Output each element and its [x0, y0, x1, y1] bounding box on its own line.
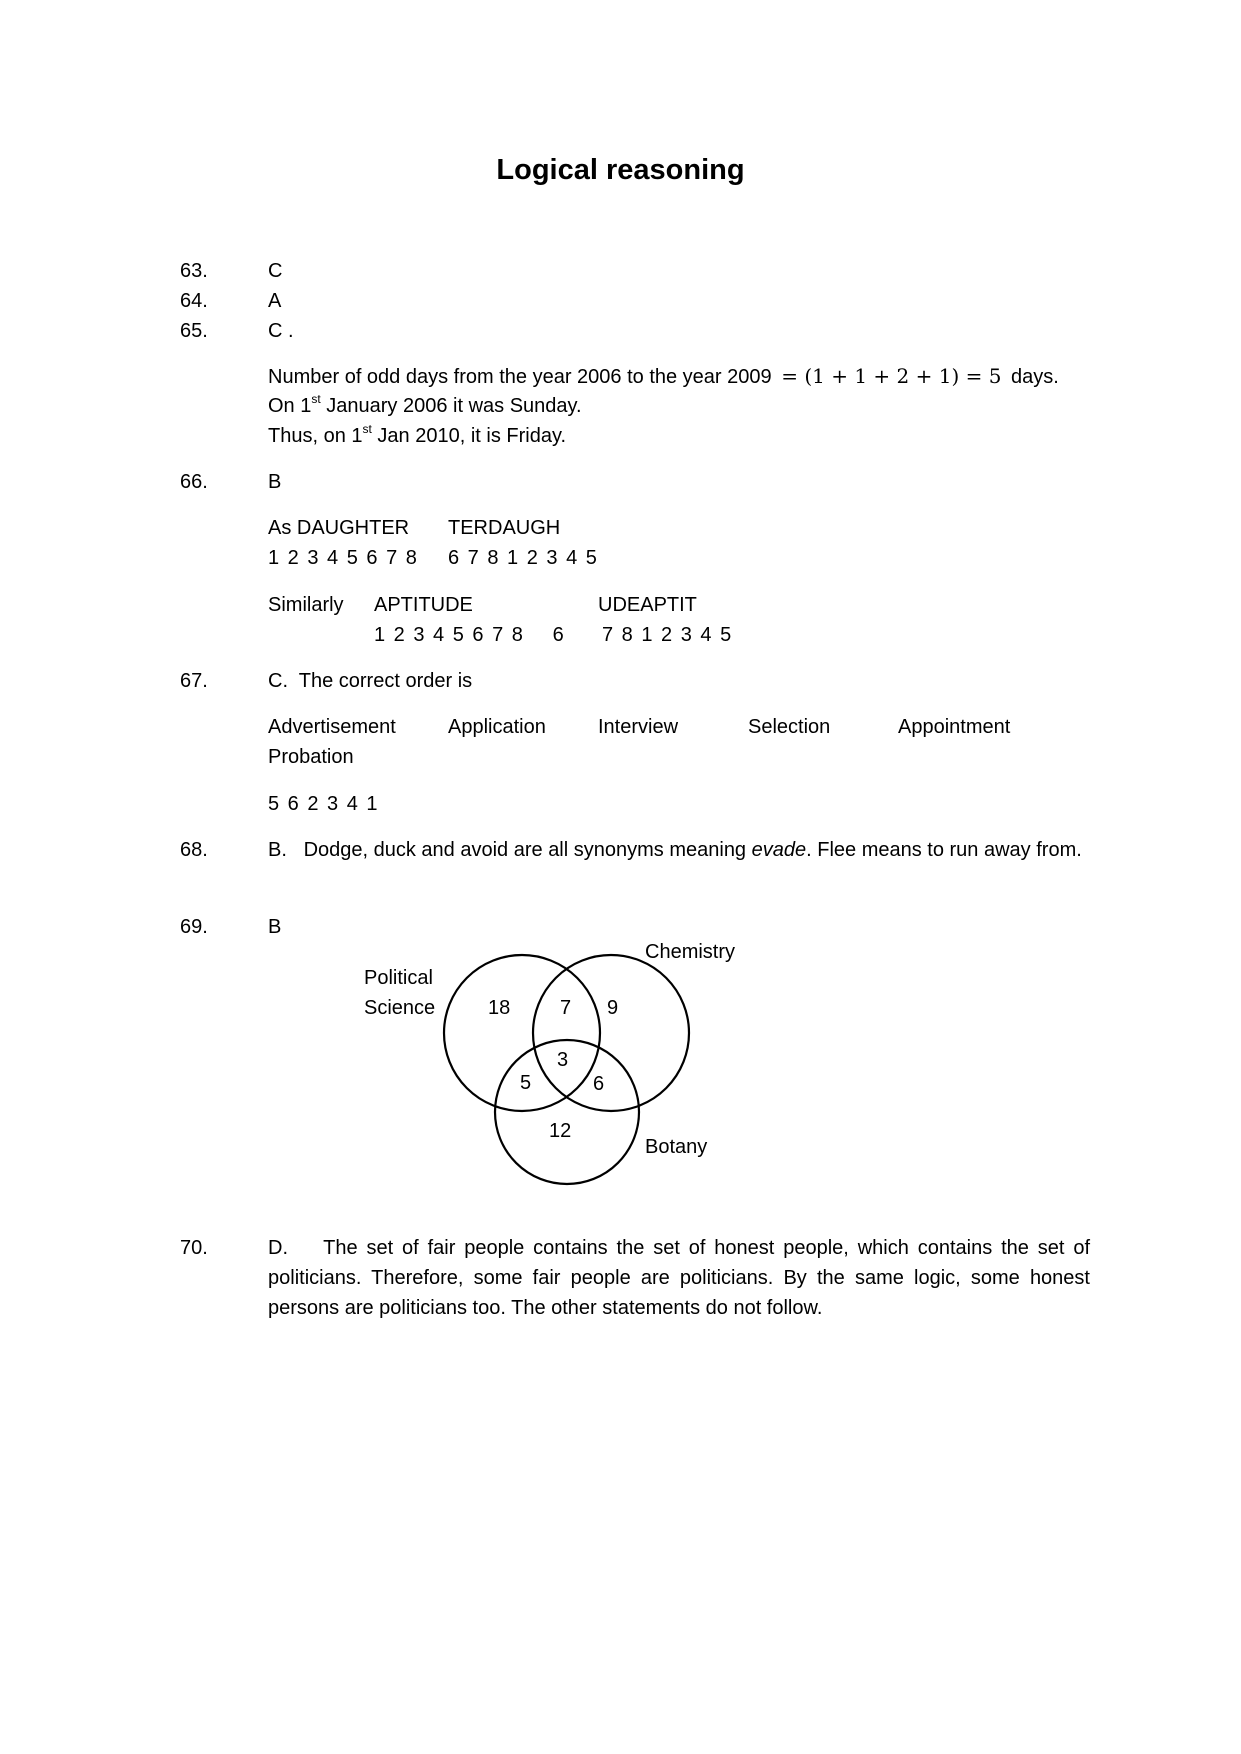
q66-as-result-digits: 6 7 8 1 2 3 4 5	[448, 547, 599, 569]
q68-text-pre: Dodge, duck and avoid are all synonyms meaning	[303, 839, 752, 861]
q65-line-3-post: Jan 2010, it is Friday.	[371, 425, 567, 447]
q70-text: The set of fair people contains the set of honest people, which contains the set of politicians. Therefore, some fair people are politicians. By the same logic, some honest persons are politicians too. The other statements do not follow.	[268, 1237, 1090, 1319]
answer-66: B	[268, 471, 282, 493]
question-number-66: 66.	[180, 471, 208, 493]
question-number-64: 64.	[180, 290, 208, 312]
q66-word-digits: 1 2 3 4 5 6 7 8 6	[374, 624, 566, 646]
answer-64: A	[268, 290, 282, 312]
q65-line-2-pre: On 1	[268, 395, 312, 417]
q66-as-digits: 1 2 3 4 5 6 7 8	[268, 547, 419, 569]
venn-region-all-three: 3	[557, 1049, 569, 1071]
q66-word: APTITUDE	[374, 594, 473, 616]
q65-line-1-tail: days.	[1011, 366, 1059, 388]
venn-label-botany: Botany	[645, 1136, 708, 1158]
venn-label-political-line-2: Science	[364, 997, 436, 1019]
venn-region-chemistry-only: 9	[607, 997, 619, 1019]
q66-result: UDEAPTIT	[598, 594, 697, 616]
q65-line-1-text: Number of odd days from the year 2006 to the year 2009	[268, 366, 772, 388]
q65-line-3-pre: Thus, on 1	[268, 425, 363, 447]
question-number-70: 70.	[180, 1237, 208, 1259]
q65-line-2-post: January 2006 it was Sunday.	[320, 395, 582, 417]
q67-item-6: Probation	[268, 746, 354, 768]
q67-order: 5 6 2 3 4 1	[268, 793, 380, 815]
q66-as-result: TERDAUGH	[448, 517, 561, 539]
answer-69: B	[268, 916, 282, 938]
venn-label-chemistry: Chemistry	[645, 941, 736, 963]
answer-68	[268, 835, 1090, 865]
venn-region-political-only: 18	[488, 997, 511, 1019]
q67-item-2: Application	[448, 716, 546, 738]
question-number-67: 67.	[180, 670, 208, 692]
answer-63: C	[268, 260, 283, 282]
question-number-65: 65.	[180, 320, 208, 342]
question-number-68: 68.	[180, 839, 208, 861]
q65-line-2	[268, 391, 582, 421]
venn-region-political-chemistry: 7	[560, 997, 572, 1019]
venn-circle-botany	[495, 1040, 639, 1184]
venn-region-botany-only: 12	[549, 1120, 572, 1142]
q68-text-post: . Flee means to run away from.	[806, 839, 1082, 861]
q68-emphasis: evade	[751, 839, 807, 861]
answer-70-letter: D.	[268, 1237, 288, 1259]
venn-region-chemistry-botany: 6	[593, 1073, 605, 1095]
q66-as-label: As DAUGHTER	[268, 517, 410, 539]
question-number-69: 69.	[180, 916, 208, 938]
question-number-63: 63.	[180, 260, 208, 282]
q65-odd-days-formula: = (1 + 1 + 2 + 1) = 5	[781, 364, 1002, 388]
answer-70	[268, 1233, 1090, 1323]
q65-line-1	[268, 361, 1059, 392]
venn-circle-chemistry	[533, 955, 689, 1111]
venn-region-political-botany: 5	[520, 1072, 532, 1094]
q65-line-2-sup: st	[311, 392, 321, 406]
answer-67: C. The correct order is	[268, 670, 473, 692]
q66-similarly-label: Similarly	[268, 594, 344, 616]
q65-line-3-sup: st	[362, 422, 372, 436]
answer-65: C .	[268, 320, 294, 342]
q67-item-4: Selection	[748, 716, 831, 738]
q67-item-5: Appointment	[898, 716, 1011, 738]
q66-result-digits: 7 8 1 2 3 4 5	[602, 624, 733, 646]
answer-68-letter: B.	[268, 839, 287, 861]
q67-item-3: Interview	[598, 716, 679, 738]
q65-line-3	[268, 421, 566, 451]
q67-item-1: Advertisement	[268, 716, 396, 738]
venn-label-political-line-1: Political	[364, 967, 433, 989]
venn-circle-political-science	[444, 955, 600, 1111]
page-title: Logical reasoning	[496, 154, 745, 186]
